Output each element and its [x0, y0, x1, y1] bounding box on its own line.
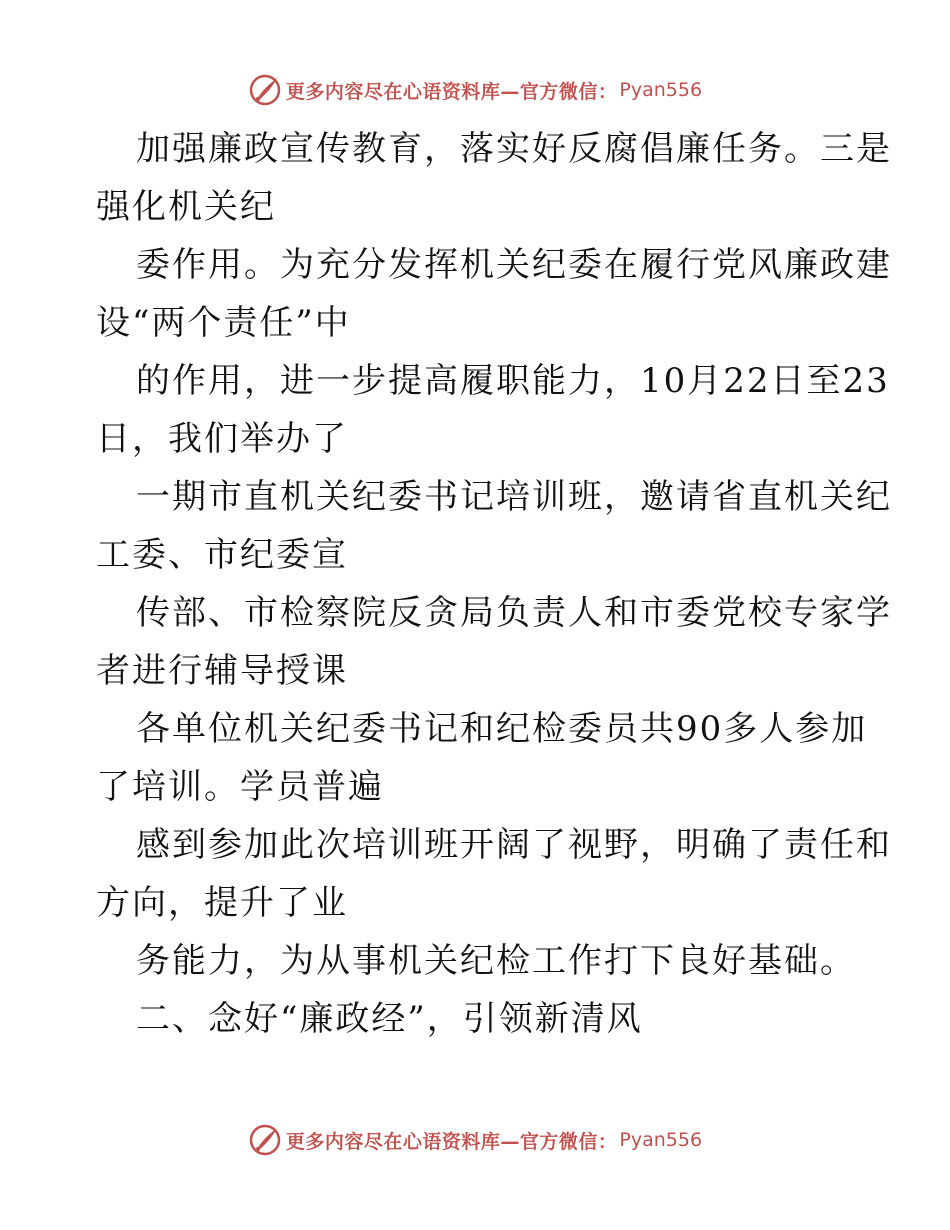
quill-pen-logo-icon: [248, 1123, 282, 1157]
document-body: [96, 120, 892, 1048]
text-line: 方向，提升了业: [96, 883, 348, 923]
header-watermark: [0, 70, 950, 110]
text-line: 委作用。为充分发挥机关纪委在履行党风廉政建: [136, 245, 892, 285]
text-line: 工委、市纪委宣: [96, 535, 348, 575]
text-line: 加强廉政宣传教育，落实好反腐倡廉任务。三是: [136, 129, 892, 169]
watermark-handle: Pyan556: [619, 79, 703, 101]
text-line: 日，我们举办了: [96, 419, 348, 459]
text-line: 强化机关纪: [96, 187, 276, 227]
watermark-text: 更多内容尽在心语资料库—官方微信：: [285, 1130, 618, 1153]
section-heading: 二、念好“廉政经”，引领新清风: [136, 999, 643, 1039]
footer-watermark: [0, 1120, 950, 1160]
text-line: 感到参加此次培训班开阔了视野，明确了责任和: [136, 825, 892, 865]
text-line: 各单位机关纪委书记和纪检委员共90多人参加: [136, 709, 868, 749]
watermark-text: 更多内容尽在心语资料库—官方微信：: [285, 80, 618, 103]
watermark-handle: Pyan556: [619, 1129, 703, 1151]
text-line: 设“两个责任”中: [96, 303, 351, 343]
text-line: 传部、市检察院反贪局负责人和市委党校专家学: [136, 593, 892, 633]
text-line: 者进行辅导授课: [96, 651, 348, 691]
text-line: 了培训。学员普遍: [96, 767, 384, 807]
text-line: 的作用，进一步提高履职能力，10月22日至23: [136, 361, 890, 401]
text-line: 一期市直机关纪委书记培训班，邀请省直机关纪: [136, 477, 892, 517]
text-line: 务能力，为从事机关纪检工作打下良好基础。: [136, 941, 856, 981]
quill-pen-logo-icon: [248, 73, 282, 107]
